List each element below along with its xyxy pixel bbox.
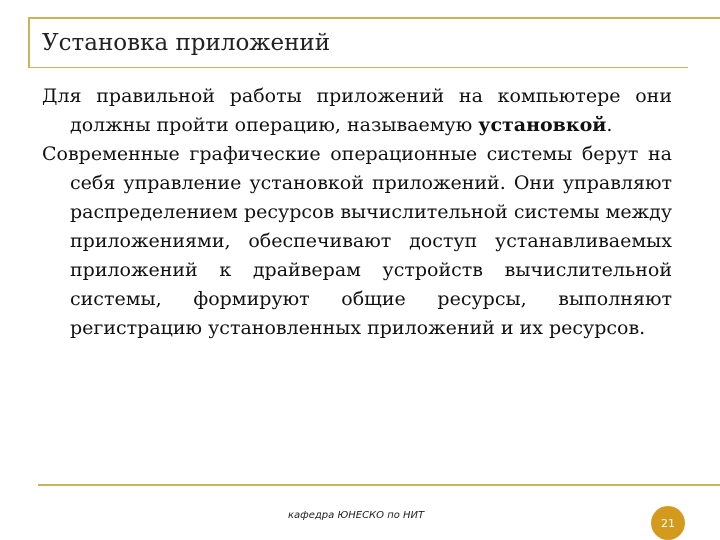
left-rule: [28, 17, 30, 67]
paragraph-1-ending: .: [606, 114, 613, 136]
slide-title: Установка приложений: [42, 30, 331, 56]
title-underline: [28, 67, 688, 68]
emphasized-term: установкой: [478, 114, 607, 136]
paragraph-1-text: Для правильной работы приложений на компьютере они должны пройти операцию, называемую: [42, 85, 672, 136]
footer-rule: [38, 484, 720, 486]
top-rule: [28, 17, 720, 19]
footer-department: кафедра ЮНЕСКО по НИТ: [288, 510, 425, 521]
page-number-badge: 21: [651, 506, 685, 540]
paragraph-installation-intro: [42, 82, 672, 140]
slide-body: [42, 82, 672, 343]
paragraph-os-management: Современные графические операционные системы берут на себя управление установкой приложений. Они управляют распределением ресурсов вычислительной системы между приложениями, обеспечивают доступ устанавливаемых приложений к драйверам устройств вычислительной системы, формируют общие ресурсы, выполняют регистрацию установленных приложений и их ресурсов.: [42, 143, 672, 339]
